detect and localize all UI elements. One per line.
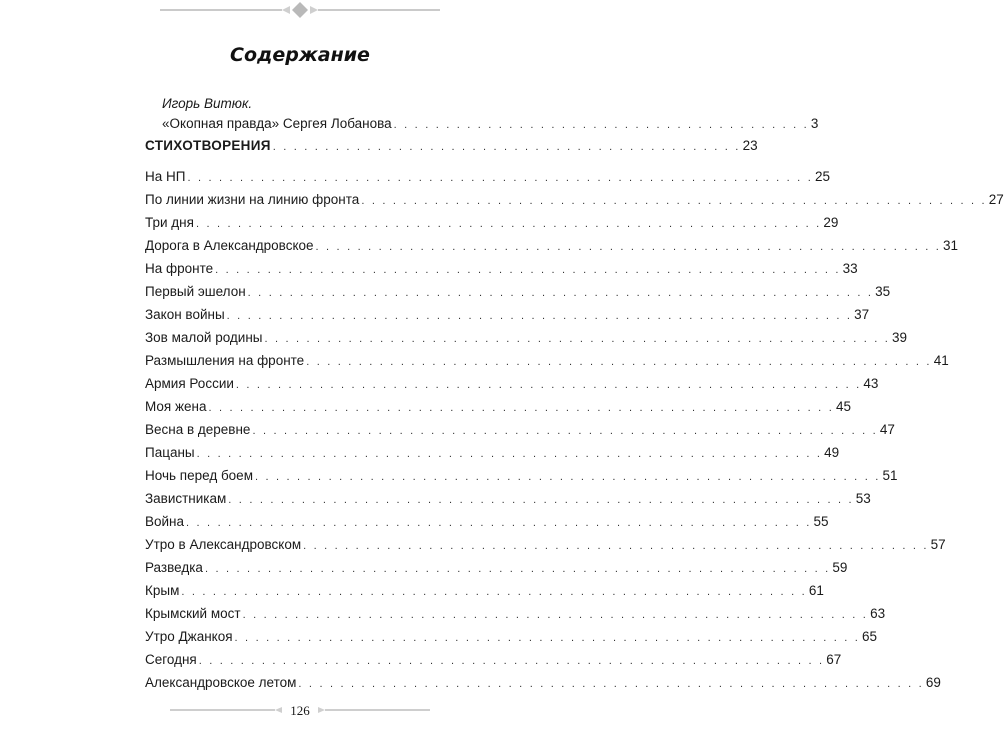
toc-entry-page: 27: [988, 192, 1004, 207]
toc-entry-page: 29: [823, 215, 839, 230]
toc-section-heading: [145, 136, 758, 156]
toc-row: [145, 374, 879, 394]
toc-entry-page: 33: [842, 261, 858, 276]
leader-dots: . . . . . . . . . . . . . . . . . . . . . . . . . . . . . . . . . . . . . . . . . . . . . . . . . . . . . . . . . . . .: [298, 678, 924, 690]
toc-row: [145, 420, 895, 440]
toc-row: [145, 512, 829, 532]
toc-entry-page: 67: [826, 652, 842, 667]
intro-entry: [162, 94, 819, 134]
leader-dots: . . . . . . . . . . . . . . . . . . . . . . . . . . . . . . . . . . . . . . . . . . . . . . . . . . . . . . . . . . . .: [187, 172, 813, 184]
toc-row: [145, 650, 842, 670]
toc-entry-page: 69: [925, 675, 941, 690]
toc-entry-label: Разведка: [145, 560, 203, 575]
toc-entry-label: Первый эшелон: [145, 284, 246, 299]
toc-entry-page: 59: [832, 560, 848, 575]
toc-row: [145, 167, 830, 187]
toc-entry-page: 45: [835, 399, 851, 414]
toc-row: [145, 466, 898, 486]
toc-entry-label: Утро в Александровском: [145, 537, 302, 552]
leader-dots: . . . . . . . . . . . . . . . . . . . . . . . . . . . . . . . . . . . . . . . . . . . . . . . . . . . . . . . . . . . .: [252, 425, 878, 437]
toc-row: [145, 236, 959, 256]
toc-entry-page: 65: [862, 629, 878, 644]
leader-dots: . . . . . . . . . . . . . . . . . . . . . . . . . . . . . . . . . . . . . . . . . . . . . . . . . . . . . . . . . . . .: [264, 333, 890, 345]
toc-entry-label: Пацаны: [145, 445, 195, 460]
toc-row: [145, 305, 870, 325]
toc-entry-label: Крымский мост: [145, 606, 241, 621]
toc-row: [145, 673, 941, 693]
toc-row: [145, 397, 851, 417]
leader-dots: . . . . . . . . . . . . . . . . . . . . . . . . . . . . . . . . . . . . . . . .: [393, 119, 809, 131]
leader-dots: . . . . . . . . . . . . . . . . . . . . . . . . . . . . . . . . . . . . . . . . . . . . . . . . . . . . . . . . . . . .: [228, 494, 854, 506]
toc-entry-page: 43: [863, 376, 879, 391]
leader-dots: . . . . . . . . . . . . . . . . . . . . . . . . . . . . . . . . . . . . . . . . . . . . . . . . . . . . . . . . . . . .: [306, 356, 932, 368]
top-ornament: [150, 0, 450, 22]
section-label: СТИХОТВОРЕНИЯ: [145, 138, 271, 153]
leader-dots: . . . . . . . . . . . . . . . . . . . . . . . . . . . . . . . . . . . . . . . . . . . . . . . . . . . . . . . . . . . .: [242, 609, 869, 621]
section-page: 23: [742, 138, 758, 153]
toc-row: [145, 282, 891, 302]
leader-dots: . . . . . . . . . . . . . . . . . . . . . . . . . . . . . . . . . . . . . . . . . . . . . . . . . . . . . . . . . . . .: [198, 655, 825, 667]
toc-entry-page: 47: [879, 422, 895, 437]
toc-entry-page: 55: [813, 514, 829, 529]
leader-dots: . . . . . . . . . . . . . . . . . . . . . . . . . . . . . . . . . . . . . . . . . . . . . . . . . . . . . . . . . . . .: [196, 448, 823, 460]
leader-dots: . . . . . . . . . . . . . . . . . . . . . . . . . . . . . . . . . . . . . . . . . . . . . . . . . . . . . . . . . . . .: [181, 586, 807, 598]
leader-dots: . . . . . . . . . . . . . . . . . . . . . . . . . . . . . . . . . . . . . . . . . . . . . . . . . . . . . . . . . . . .: [254, 471, 881, 483]
toc-row: [145, 558, 848, 578]
toc-entry-page: 57: [930, 537, 946, 552]
toc-entry-page: 63: [870, 606, 886, 621]
toc-entry-label: Закон войны: [145, 307, 225, 322]
leader-dots: . . . . . . . . . . . . . . . . . . . . . . . . . . . . . . . . . . . . . . . . . . . . . . . . . . . . . . . . . . . .: [186, 517, 812, 529]
toc-row: [145, 535, 946, 555]
toc-entry-label: Армия России: [145, 376, 234, 391]
toc-row: [145, 351, 949, 371]
toc-entry-label: Три дня: [145, 215, 194, 230]
toc-row-intro: [162, 114, 819, 134]
toc-entry-label: «Окопная правда» Сергея Лобанова: [162, 116, 392, 131]
toc-row: [145, 581, 824, 601]
toc-entry-label: По линии жизни на линию фронта: [145, 192, 360, 207]
toc-row: [145, 489, 871, 509]
toc-entry-page: 53: [855, 491, 871, 506]
toc-entry-label: Александровское летом: [145, 675, 297, 690]
toc-row: [145, 259, 858, 279]
leader-dots: . . . . . . . . . . . . . . . . . . . . . . . . . . . . . . . . . . . . . . . . . . . . .: [272, 141, 741, 153]
toc-entry-page: 35: [875, 284, 891, 299]
leader-dots: . . . . . . . . . . . . . . . . . . . . . . . . . . . . . . . . . . . . . . . . . . . . . . . . . . . . . . . . . . . .: [234, 632, 861, 644]
toc-row: [145, 627, 878, 647]
toc-row: [145, 443, 840, 463]
toc-row: [145, 213, 839, 233]
toc-entry-label: Размышления на фронте: [145, 353, 305, 368]
leader-dots: . . . . . . . . . . . . . . . . . . . . . . . . . . . . . . . . . . . . . . . . . . . . . . . . . . . . . . . . . . . .: [208, 402, 834, 414]
leader-dots: . . . . . . . . . . . . . . . . . . . . . . . . . . . . . . . . . . . . . . . . . . . . . . . . . . . . . . . . . . . .: [315, 241, 942, 253]
leader-dots: . . . . . . . . . . . . . . . . . . . . . . . . . . . . . . . . . . . . . . . . . . . . . . . . . . . . . . . . . . . .: [303, 540, 929, 552]
toc-entry-page: 37: [854, 307, 870, 322]
leader-dots: . . . . . . . . . . . . . . . . . . . . . . . . . . . . . . . . . . . . . . . . . . . . . . . . . . . . . . . . . . . .: [247, 287, 874, 299]
toc-entry-label: Моя жена: [145, 399, 207, 414]
leader-dots: . . . . . . . . . . . . . . . . . . . . . . . . . . . . . . . . . . . . . . . . . . . . . . . . . . . . . . . . . . . .: [235, 379, 862, 391]
leader-dots: . . . . . . . . . . . . . . . . . . . . . . . . . . . . . . . . . . . . . . . . . . . . . . . . . . . . . . . . . . . .: [204, 563, 831, 575]
leader-dots: . . . . . . . . . . . . . . . . . . . . . . . . . . . . . . . . . . . . . . . . . . . . . . . . . . . . . . . . . . . .: [215, 264, 841, 276]
toc-entry-page: 49: [824, 445, 840, 460]
toc-row: [145, 328, 908, 348]
toc-entry-page: 31: [943, 238, 959, 253]
toc-entry-label: На фронте: [145, 261, 214, 276]
toc-entry-page: 41: [933, 353, 949, 368]
toc-entry-label: Сегодня: [145, 652, 197, 667]
toc-entry-label: Война: [145, 514, 185, 529]
toc-entry-page: 25: [814, 169, 830, 184]
toc-row: [145, 604, 886, 624]
leader-dots: . . . . . . . . . . . . . . . . . . . . . . . . . . . . . . . . . . . . . . . . . . . . . . . . . . . . . . . . . . . .: [226, 310, 853, 322]
toc-row: [145, 190, 1004, 210]
toc-entry-page: 3: [810, 116, 819, 131]
toc-entry-label: Зов малой родины: [145, 330, 263, 345]
toc-entry-page: 51: [882, 468, 898, 483]
leader-dots: . . . . . . . . . . . . . . . . . . . . . . . . . . . . . . . . . . . . . . . . . . . . . . . . . . . . . . . . . . . .: [195, 218, 822, 230]
toc-entry-label: Завистникам: [145, 491, 227, 506]
toc-entry-page: 39: [891, 330, 908, 345]
toc-entry-label: Утро Джанкоя: [145, 629, 233, 644]
page-number: 126: [290, 703, 310, 718]
intro-author: Игорь Витюк.: [162, 96, 253, 111]
toc-entry-label: Весна в деревне: [145, 422, 251, 437]
toc-entry-label: Дорога в Александровское: [145, 238, 314, 253]
toc-entry-label: Крым: [145, 583, 180, 598]
toc-entry-page: 61: [808, 583, 824, 598]
page-title: Содержание: [230, 44, 370, 66]
leader-dots: . . . . . . . . . . . . . . . . . . . . . . . . . . . . . . . . . . . . . . . . . . . . . . . . . . . . . . . . . . . .: [361, 195, 987, 207]
toc-entry-label: Ночь перед боем: [145, 468, 253, 483]
toc-entry-label: На НП: [145, 169, 186, 184]
